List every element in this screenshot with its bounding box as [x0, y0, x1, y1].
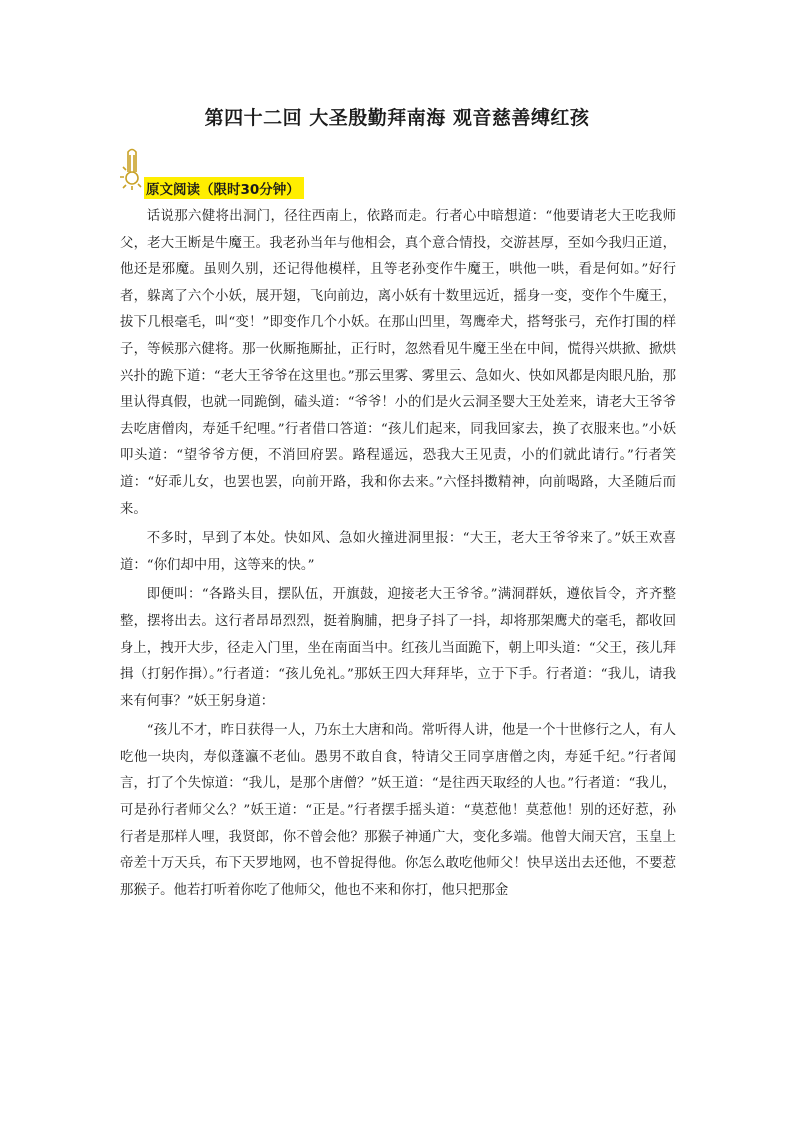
section-label: 原文阅读（限时30分钟）	[144, 177, 304, 199]
paragraph-1: 话说那六健将出洞门，径往西南上，依路而走。行者心中暗想道：“他要请老大王吃我师父，老大王断是牛魔王。我老孙当年与他相会，真个意合情投，交游甚厚，至如今我归正道，他还是邪魔。虽则久别，还记得他模样，且等老孙变作牛魔王，哄他一哄，看是何如。”好行者，躲离了六个小妖，展开翅，飞向前边，离小妖有十数里远近，摇身一变，变作个牛魔王，拔下几根毫毛，叫“变！”即变作几个小妖。在那山凹里，驾鹰牵犬，搭弩张弓，充作打围的样子，等候那六健将。那一伙厮拖厮扯，正行时，忽然看见牛魔王坐在中间，慌得兴烘掀、掀烘兴扑的跪下道：“老大王爷爷在这里也。”那云里雾、雾里云、急如火、快如风都是肉眼凡胎，那里认得真假，也就一同跪倒，磕头道：“爷爷！小的们是火云洞圣婴大王处差来，请老大王爷爷去吃唐僧肉，寿延千纪哩。”行者借口答道：“孩儿们起来，同我回家去，换了衣服来也。”小妖叩头道：“望爷爷方便，不消回府罢。路程遥远，恐我大王见责，小的们就此请行。”行者笑道：“好乖儿女，也罢也罢，向前开路，我和你去来。”六怪抖擞精神，向前喝路，大圣随后而来。	[120, 209, 677, 517]
page-title: 第四十二回 大圣殷勤拜南海 观音慈善缚红孩	[204, 107, 590, 129]
paragraph-4: “孩儿不才，昨日获得一人，乃东土大唐和尚。常听得人讲，他是一个十世修行之人，有人吃他一块肉，寿似蓬瀛不老仙。愚男不敢自食，特请父王同享唐僧之肉，寿延千纪。”行者闻言，打了个失惊道：“我儿，是那个唐僧？”妖王道：“是往西天取经的人也。”行者道：“我儿，可是孙行者师父么？”妖王道：“正是。”行者摆手摇头道：“莫惹他！莫惹他！别的还好惹，孙行者是那样人哩，我贤郎，你不曾会他？那猴子神通广大，变化多端。他曾大闹天宫，玉皇上帝差十万天兵，布下天罗地网，也不曾捉得他。你怎么敢吃他师父！快早送出去还他，不要惹那猴子。他若打听着你吃了他师父，他也不来和你打，他只把那金	[120, 723, 676, 898]
paragraph-3: 即便叫：“各路头目，摆队伍，开旗鼓，迎接老大王爷爷。”满洞群妖，遵依旨令，齐齐整整，摆将出去。这行者昂昂烈烈，挺着胸脯，把身子抖了一抖，却将那架鹰犬的毫毛，都收回身上，拽开大步，径走入门里，坐在南面当中。红孩儿当面跪下，朝上叩头道：“父王，孩儿拜揖（打躬作揖）。”行者道：“孩儿免礼。”那妖王四大拜拜毕，立于下手。行者道：“我儿，请我来有何事？”妖王躬身道：	[120, 587, 676, 709]
body-text	[120, 204, 676, 907]
section-heading	[118, 148, 418, 198]
paragraph-2: 不多时，早到了本处。快如风、急如火撞进洞里报：“大王，老大王爷爷来了。”妖王欢喜道：“你们却中用，这等来的快。”	[120, 531, 676, 573]
